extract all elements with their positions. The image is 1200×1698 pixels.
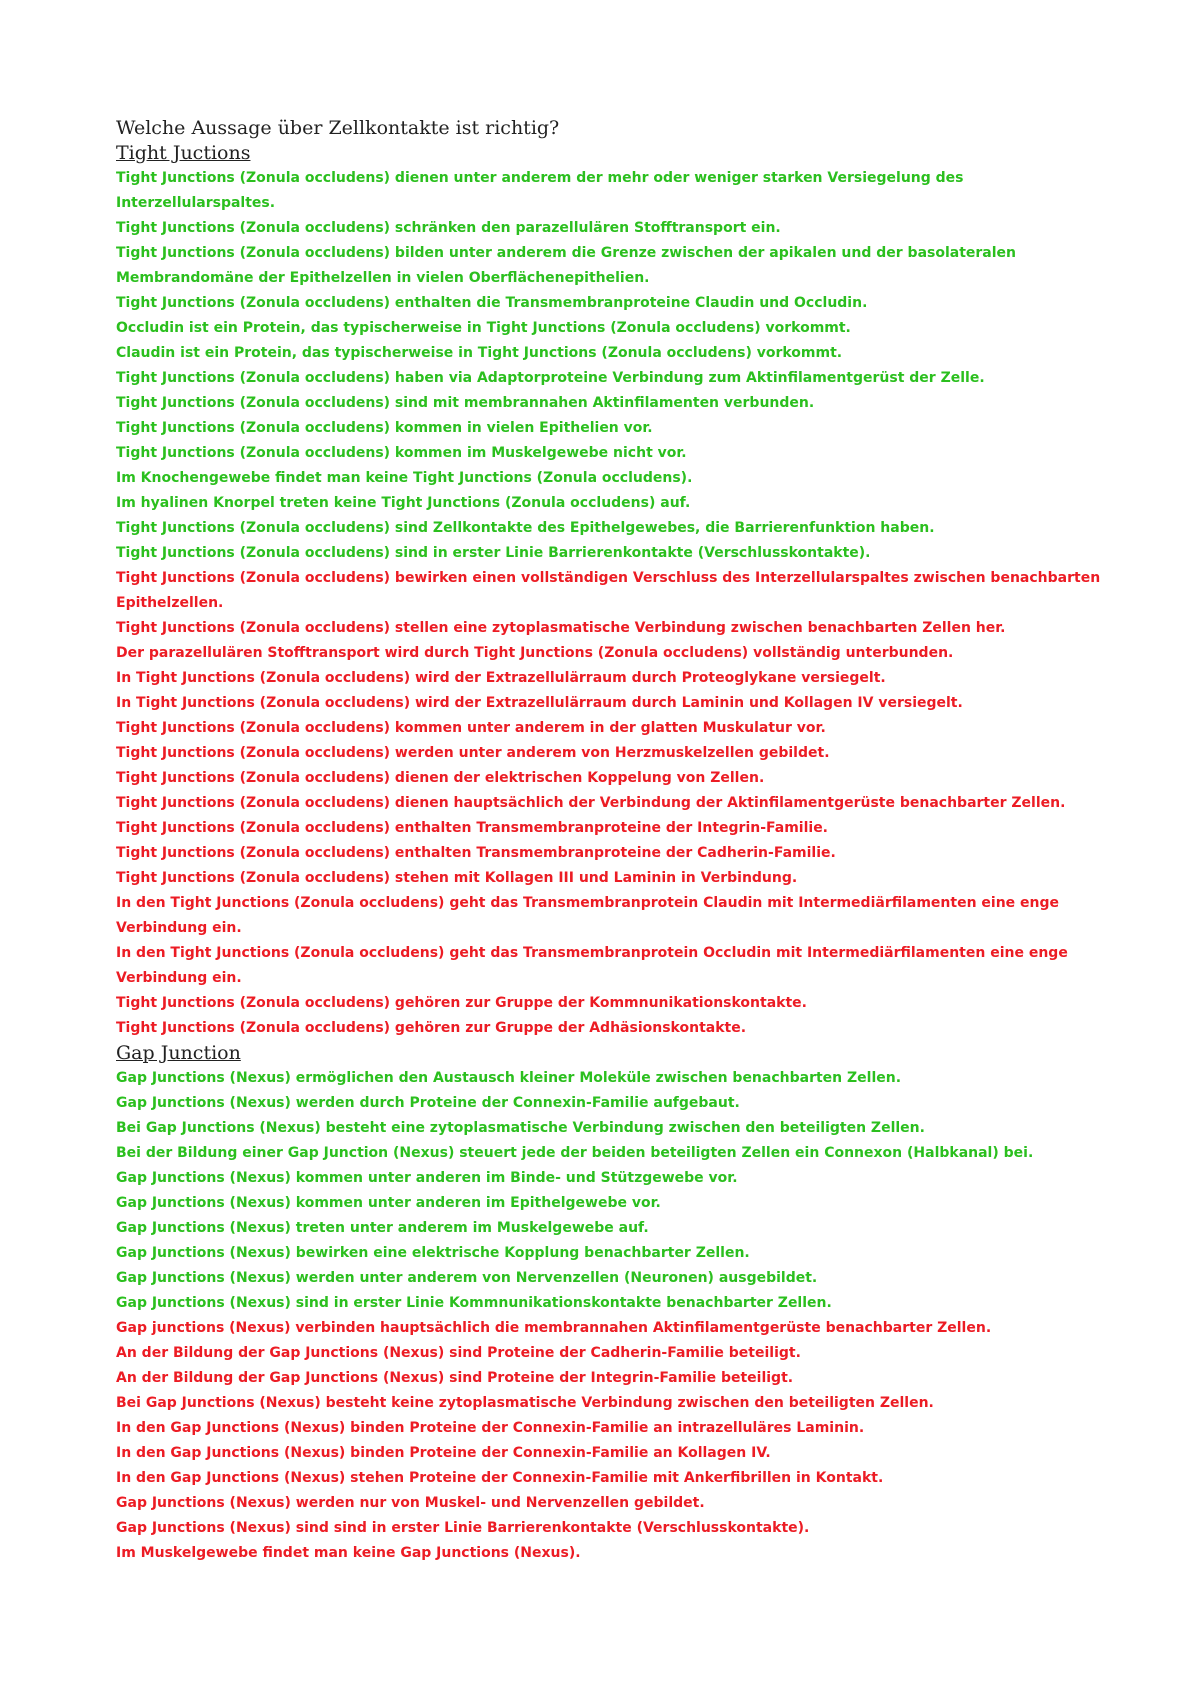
correct-statement: Tight Junctions (Zonula occludens) haben via Adaptorproteine Verbindung zum Aktinfilamentgerüst der Zelle. xyxy=(116,370,985,386)
wrong-statement: Im Muskelgewebe findet man keine Gap Junctions (Nexus). xyxy=(116,1545,581,1561)
wrong-statement: Gap junctions (Nexus) verbinden hauptsächlich die membrannahen Aktinfilamentgerüste benachbarter Zellen. xyxy=(116,1320,992,1336)
correct-statement: Tight Junctions (Zonula occludens) sind mit membrannahen Aktinfilamenten verbunden. xyxy=(116,395,815,411)
wrong-statement: Tight Junctions (Zonula occludens) enthalten Transmembranproteine der Integrin-Familie. xyxy=(116,820,829,836)
wrong-statement: Tight Junctions (Zonula occludens) enthalten Transmembranproteine der Cadherin-Familie. xyxy=(116,845,836,861)
wrong-statement: Der parazellulären Stofftransport wird durch Tight Junctions (Zonula occludens) vollständig unterbunden. xyxy=(116,645,954,661)
correct-statement: Gap Junctions (Nexus) sind in erster Linie Kommnunikationskontakte benachbarter Zellen. xyxy=(116,1295,832,1311)
wrong-statement: In den Tight Junctions (Zonula occludens) geht das Transmembranprotein Claudin mit Intermediärfilamenten eine enge Verbindung ein. xyxy=(116,895,1060,936)
correct-statement: Im hyalinen Knorpel treten keine Tight Junctions (Zonula occludens) auf. xyxy=(116,495,691,511)
wrong-statement: Tight Junctions (Zonula occludens) bewirken einen vollständigen Verschluss des Interzellularspaltes zwischen benachbarten Epithelzellen. xyxy=(116,570,1101,611)
correct-statement: Tight Junctions (Zonula occludens) schränken den parazellulären Stofftransport ein. xyxy=(116,220,781,236)
correct-statement: Gap Junctions (Nexus) kommen unter anderen im Epithelgewebe vor. xyxy=(116,1195,661,1211)
correct-statement: Gap Junctions (Nexus) werden unter anderem von Nervenzellen (Neuronen) ausgebildet. xyxy=(116,1270,818,1286)
section-title-gap-junction: Gap Junction xyxy=(116,1042,241,1064)
correct-statement: Bei Gap Junctions (Nexus) besteht eine zytoplasmatische Verbindung zwischen den beteiligten Zellen. xyxy=(116,1120,925,1136)
correct-statement: Gap Junctions (Nexus) werden durch Proteine der Connexin-Familie aufgebaut. xyxy=(116,1095,740,1111)
wrong-statement: In den Tight Junctions (Zonula occludens) geht das Transmembranprotein Occludin mit Intermediärfilamenten eine enge Verbindung ein. xyxy=(116,945,1068,986)
correct-statement: Tight Junctions (Zonula occludens) sind in erster Linie Barrierenkontakte (Verschlusskontakte). xyxy=(116,545,871,561)
wrong-statement: Tight Junctions (Zonula occludens) gehören zur Gruppe der Kommnunikationskontakte. xyxy=(116,995,807,1011)
wrong-statement: Tight Junctions (Zonula occludens) stehen mit Kollagen III und Laminin in Verbindung. xyxy=(116,870,798,886)
correct-statement: Gap Junctions (Nexus) treten unter anderem im Muskelgewebe auf. xyxy=(116,1220,649,1236)
wrong-statement: In den Gap Junctions (Nexus) binden Proteine der Connexin-Familie an intrazelluläres Laminin. xyxy=(116,1420,865,1436)
correct-statement: Tight Junctions (Zonula occludens) bilden unter anderem die Grenze zwischen der apikalen und der basolateralen Membrandomäne der Epithelzellen in vielen Oberflächenepithelien. xyxy=(116,245,1017,286)
correct-statement: Gap Junctions (Nexus) bewirken eine elektrische Kopplung benachbarter Zellen. xyxy=(116,1245,750,1261)
wrong-statement: An der Bildung der Gap Junctions (Nexus) sind Proteine der Cadherin-Familie beteiligt. xyxy=(116,1345,801,1361)
correct-statement: Claudin ist ein Protein, das typischerweise in Tight Junctions (Zonula occludens) vorkommt. xyxy=(116,345,843,361)
statement-list-tight-junctions xyxy=(116,166,1116,1041)
wrong-statement: In Tight Junctions (Zonula occludens) wird der Extrazellulärraum durch Laminin und Kollagen IV versiegelt. xyxy=(116,695,963,711)
correct-statement: Bei der Bildung einer Gap Junction (Nexus) steuert jede der beiden beteiligten Zellen ein Connexon (Halbkanal) bei. xyxy=(116,1145,1034,1161)
statement-list-gap-junction xyxy=(116,1066,1116,1566)
document-page xyxy=(116,116,1116,1566)
section-tight-junctions xyxy=(116,141,1116,1041)
correct-statement: Gap Junctions (Nexus) kommen unter anderen im Binde- und Stützgewebe vor. xyxy=(116,1170,738,1186)
wrong-statement: Tight Junctions (Zonula occludens) gehören zur Gruppe der Adhäsionskontakte. xyxy=(116,1020,747,1036)
correct-statement: Tight Junctions (Zonula occludens) sind Zellkontakte des Epithelgewebes, die Barrierenfunktion haben. xyxy=(116,520,935,536)
correct-statement: Tight Junctions (Zonula occludens) dienen unter anderem der mehr oder weniger starken Versiegelung des Interzellularspaltes. xyxy=(116,170,964,211)
question-heading: Welche Aussage über Zellkontakte ist richtig? xyxy=(116,117,560,139)
wrong-statement: Tight Junctions (Zonula occludens) werden unter anderem von Herzmuskelzellen gebildet. xyxy=(116,745,830,761)
wrong-statement: In Tight Junctions (Zonula occludens) wird der Extrazellulärraum durch Proteoglykane versiegelt. xyxy=(116,670,886,686)
wrong-statement: In den Gap Junctions (Nexus) binden Proteine der Connexin-Familie an Kollagen IV. xyxy=(116,1445,771,1461)
correct-statement: Tight Junctions (Zonula occludens) kommen im Muskelgewebe nicht vor. xyxy=(116,445,687,461)
wrong-statement: Bei Gap Junctions (Nexus) besteht keine zytoplasmatische Verbindung zwischen den beteiligten Zellen. xyxy=(116,1395,934,1411)
wrong-statement: Gap Junctions (Nexus) sind sind in erster Linie Barrierenkontakte (Verschlusskontakte). xyxy=(116,1520,810,1536)
correct-statement: Gap Junctions (Nexus) ermöglichen den Austausch kleiner Moleküle zwischen benachbarten Zellen. xyxy=(116,1070,902,1086)
wrong-statement: Gap Junctions (Nexus) werden nur von Muskel- und Nervenzellen gebildet. xyxy=(116,1495,705,1511)
correct-statement: Im Knochengewebe findet man keine Tight Junctions (Zonula occludens). xyxy=(116,470,693,486)
correct-statement: Occludin ist ein Protein, das typischerweise in Tight Junctions (Zonula occludens) vorkommt. xyxy=(116,320,851,336)
wrong-statement: Tight Junctions (Zonula occludens) dienen hauptsächlich der Verbindung der Aktinfilamentgerüste benachbarter Zellen. xyxy=(116,795,1066,811)
section-title-tight-junctions: Tight Juctions xyxy=(116,142,251,164)
section-gap-junction xyxy=(116,1041,1116,1566)
wrong-statement: In den Gap Junctions (Nexus) stehen Proteine der Connexin-Familie mit Ankerfibrillen in Kontakt. xyxy=(116,1470,884,1486)
correct-statement: Tight Junctions (Zonula occludens) kommen in vielen Epithelien vor. xyxy=(116,420,653,436)
wrong-statement: Tight Junctions (Zonula occludens) kommen unter anderem in der glatten Muskulatur vor. xyxy=(116,720,826,736)
correct-statement: Tight Junctions (Zonula occludens) enthalten die Transmembranproteine Claudin und Occludin. xyxy=(116,295,868,311)
wrong-statement: An der Bildung der Gap Junctions (Nexus) sind Proteine der Integrin-Familie beteiligt. xyxy=(116,1370,794,1386)
wrong-statement: Tight Junctions (Zonula occludens) dienen der elektrischen Koppelung von Zellen. xyxy=(116,770,765,786)
wrong-statement: Tight Junctions (Zonula occludens) stellen eine zytoplasmatische Verbindung zwischen benachbarten Zellen her. xyxy=(116,620,1006,636)
